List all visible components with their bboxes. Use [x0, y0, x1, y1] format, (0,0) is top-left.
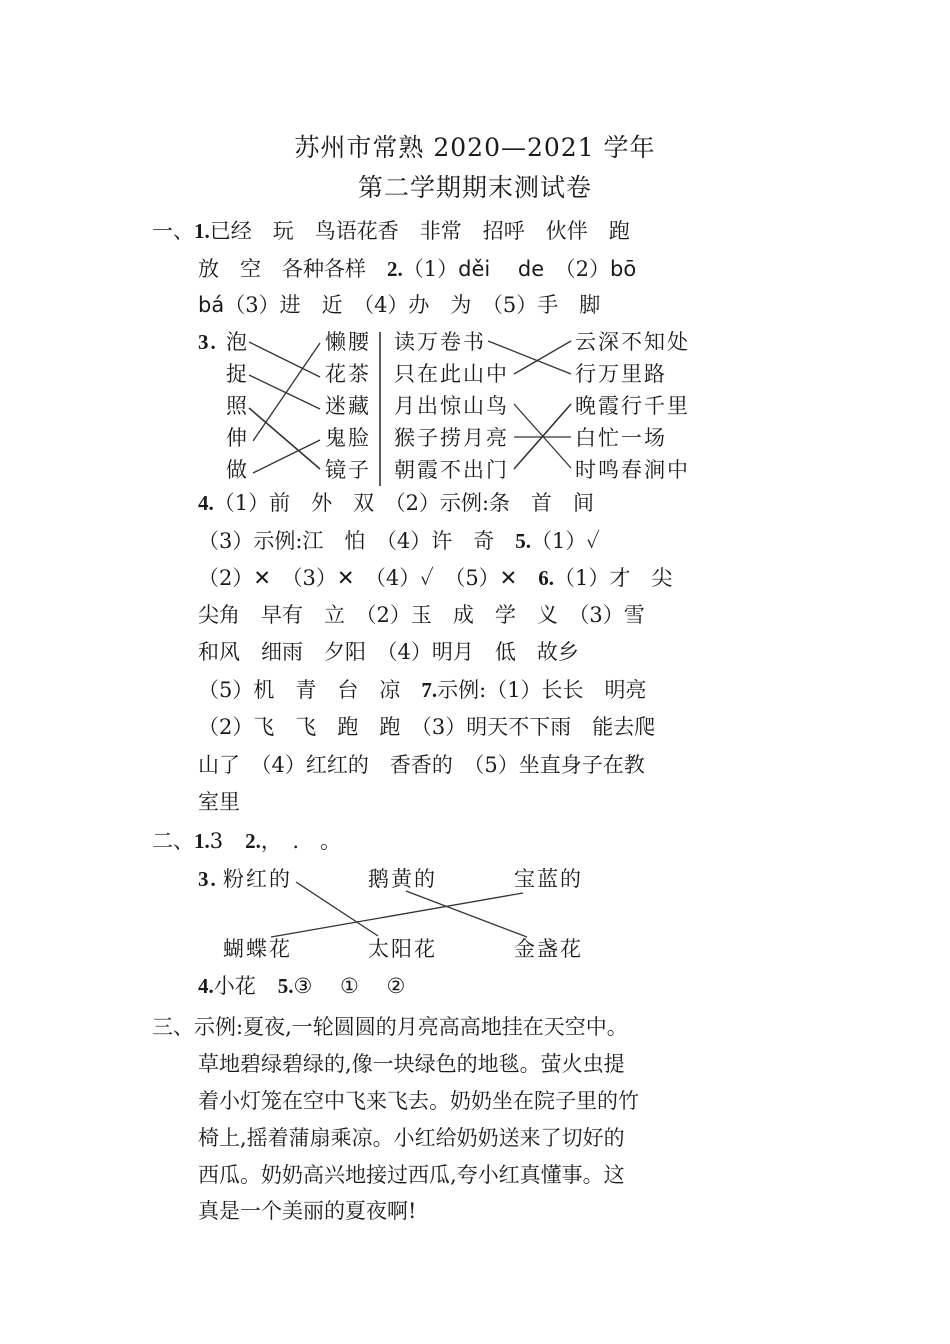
match-right-word: 迷藏: [325, 394, 371, 418]
section1-q4-line: [198, 675, 647, 705]
pinyin-text: bá: [198, 293, 225, 317]
answer-text: 3: [209, 829, 224, 853]
poem-left-line: 朝霞不出门: [394, 458, 509, 482]
answer-text: （1）: [402, 257, 459, 281]
question-number: 1.: [194, 219, 210, 243]
answer-text: （5）机 青 台 凉: [198, 678, 422, 702]
poem-right-line: 晚霞行千里: [575, 394, 690, 418]
color-word: 鹅黄的: [368, 867, 437, 891]
pinyin-text: děi de: [458, 257, 566, 281]
question-number: 4.: [198, 491, 214, 515]
match-left-word: 照: [226, 394, 249, 418]
answer-text: （3）进 近 （4）办 为 （5）手 脚: [224, 293, 601, 317]
section1-q4-line: （2）飞 飞 跑 跑 （3）明天不下雨 能去爬: [198, 715, 656, 739]
answer-text: 已经 玩 鸟语花香 非常 招呼 伙伴 跑: [209, 219, 630, 243]
section1-q4-line: [198, 488, 594, 518]
match-left-word: 伸: [226, 426, 249, 450]
pinyin-text: bō: [610, 257, 637, 281]
match-right-word: 镜子: [325, 458, 371, 482]
answer-text: 示例:（1）长长 明亮: [437, 678, 647, 702]
section1-line2: [198, 254, 636, 284]
match-right-word: 鬼脸: [325, 426, 371, 450]
essay-text: 示例:夏夜,一轮圆圆的月亮高高地挂在天空中。: [194, 1015, 628, 1039]
match-left-word: 泡: [226, 330, 249, 354]
answer-text: （1）✓: [531, 529, 600, 553]
answer-text: ， . 。: [260, 829, 342, 853]
poem-left-line: 月出惊山鸟: [394, 394, 509, 418]
section1-marker: 一、: [152, 219, 194, 243]
section3-line: 草地碧绿碧绿的,像一块绿色的地毯。萤火虫提: [198, 1052, 625, 1076]
section3-line: 西瓜。奶奶高兴地接过西瓜,夸小红真懂事。这: [198, 1163, 625, 1187]
exam-subtitle: 第二学期期末测试卷: [357, 173, 592, 202]
poem-right-line: 云深不知处: [575, 330, 690, 354]
poem-left-line: 猴子捞月亮: [394, 426, 509, 450]
poem-right-line: 时鸣春涧中: [575, 458, 690, 482]
section2-marker: 二、: [152, 829, 194, 853]
section1-q4-line: [198, 526, 600, 556]
answer-text: （2）: [565, 257, 611, 281]
answer-text: （2）✕ （3）✕ （4）✓ （5）✕: [198, 566, 539, 590]
flower-word: 太阳花: [368, 937, 437, 961]
question-number: 1.: [194, 829, 210, 853]
section2-line1: [152, 826, 341, 856]
color-word: 粉红的: [223, 867, 292, 891]
match-left-word: 做: [226, 458, 249, 482]
question-number: 3.: [198, 867, 218, 891]
section3-marker: 三、: [152, 1015, 194, 1039]
question-number: 4.: [198, 974, 214, 998]
section1-line3: [198, 290, 600, 320]
poem-left-line: 只在此山中: [394, 362, 509, 386]
section1-line1: [152, 216, 630, 246]
question-number: 3.: [198, 330, 218, 354]
section1-q4-line: 山了 （4）红红的 香香的 （5）坐直身子在教: [198, 753, 645, 777]
color-word: 宝蓝的: [514, 867, 583, 891]
section1-q4-line: 和风 细雨 夕阳 （4）明月 低 故乡: [198, 640, 579, 664]
exam-title: 苏州市常熟 2020—2021 学年: [294, 133, 656, 162]
answer-text: （1）才 尖: [554, 566, 673, 590]
answer-text: 放 空 各种各样: [198, 257, 387, 281]
question-number: 7.: [421, 678, 438, 702]
match-left-word: 捉: [226, 362, 249, 386]
section3-line: 真是一个美丽的夏夜啊!: [198, 1199, 417, 1223]
flower-word: 金盏花: [514, 937, 583, 961]
poem-left-line: 读万卷书: [394, 330, 486, 354]
answer-text: （1）前 外 双 （2）示例:条 首 间: [213, 491, 595, 515]
match-right-word: 花茶: [325, 362, 371, 386]
match-right-word: 懒腰: [325, 330, 371, 354]
question-number: 5.: [277, 974, 294, 998]
poem-right-line: 行万里路: [575, 362, 667, 386]
section1-q4-line: [198, 563, 672, 593]
question-number: 6.: [538, 566, 555, 590]
section1-q4-line: 室里: [198, 790, 240, 814]
section3-line: 着小灯笼在空中飞来飞去。奶奶坐在院子里的竹: [198, 1089, 639, 1113]
section1-q4-line: 尖角 早有 立 （2）玉 成 学 义 （3）雪: [198, 603, 645, 627]
question-number: 5.: [515, 529, 532, 553]
poem-right-line: 白忙一场: [575, 426, 667, 450]
answer-text: （3）示例:江 怕 （4）许 奇: [198, 529, 516, 553]
section2-line4: [198, 971, 405, 1001]
section3-line: [152, 1012, 628, 1042]
flower-word: 蝴蝶花: [223, 937, 292, 961]
question-number: 2.: [387, 257, 403, 281]
section3-line: 椅上,摇着蒲扇乘凉。小红给奶奶送来了切好的: [198, 1126, 625, 1150]
question-number: 2.: [245, 829, 261, 853]
answer-text: ③ ① ②: [293, 974, 406, 998]
answer-text: 小花: [213, 974, 256, 998]
